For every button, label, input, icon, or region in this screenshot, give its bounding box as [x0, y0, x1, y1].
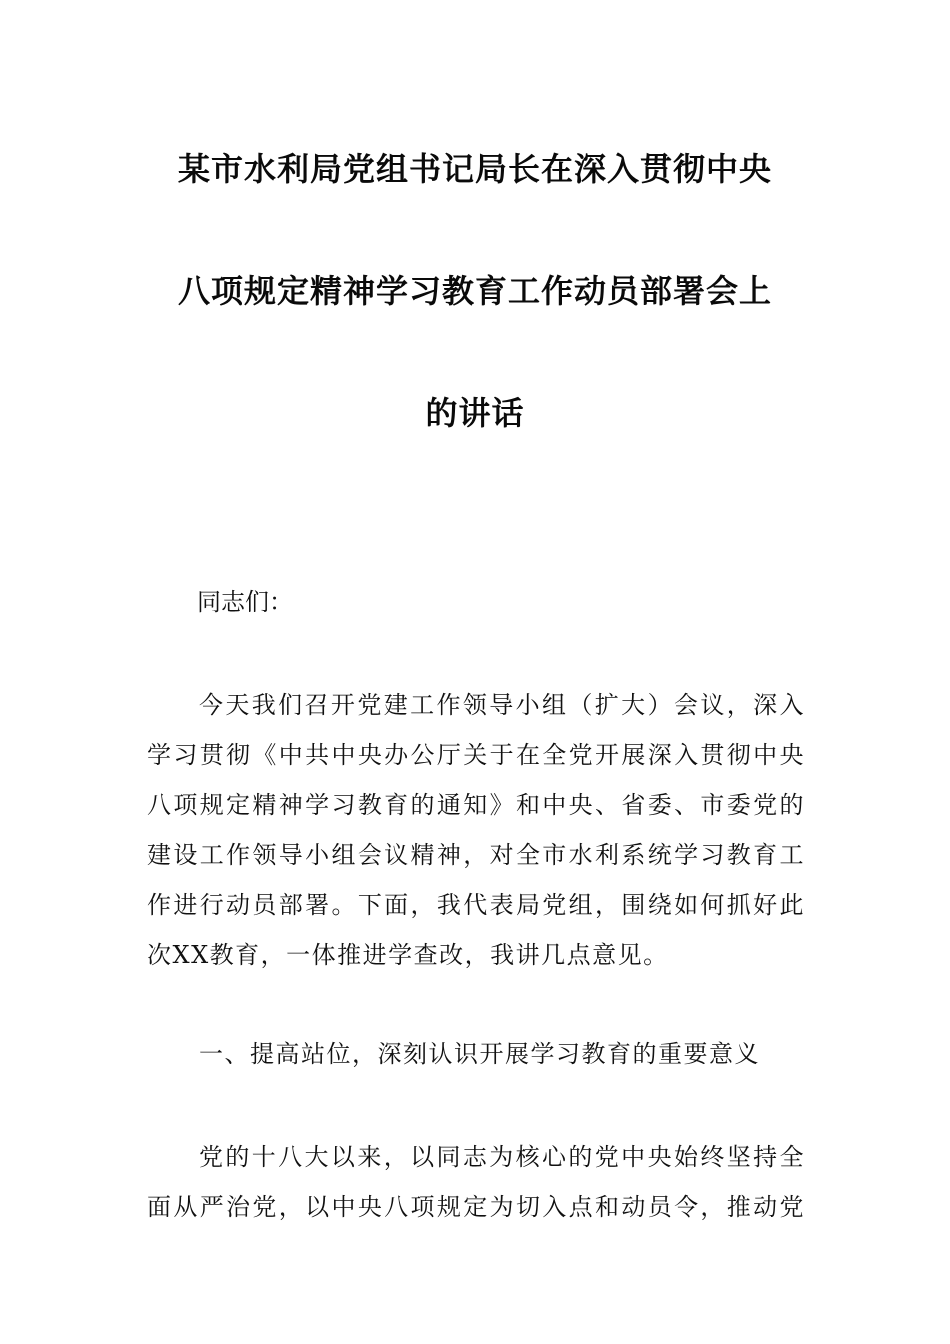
paragraph-1-line: 建设工作领导小组会议精神，对全市水利系统学习教育工 — [147, 841, 805, 869]
paragraph-1 — [147, 680, 805, 980]
paragraph-2-line: 党的十八大以来，以同志为核心的党中央始终坚持全 — [199, 1143, 805, 1171]
paragraph-1-line: 作进行动员部署。下面，我代表局党组，围绕如何抓好此 — [147, 891, 805, 919]
title-line-2: 八项规定精神学习教育工作动员部署会上 — [177, 272, 772, 310]
section-heading: 一、提高站位，深刻认识开展学习教育的重要意义 — [199, 1040, 760, 1068]
paragraph-1-line: 学习贯彻《中共中央办公厅关于在全党开展深入贯彻中央 — [147, 741, 805, 769]
document-body — [147, 580, 805, 1232]
title-line-1: 某市水利局党组书记局长在深入贯彻中央 — [177, 150, 772, 188]
title-line-3: 的讲话 — [425, 394, 525, 432]
paragraph-2-line: 面从严治党，以中央八项规定为切入点和动员令，推动党 — [147, 1193, 805, 1221]
paragraph-1-line: 次XX教育，一体推进学查改，我讲几点意见。 — [147, 941, 669, 969]
greeting: 同志们： — [197, 588, 293, 616]
paragraph-2 — [147, 1132, 805, 1232]
paragraph-1-line: 八项规定精神学习教育的通知》和中央、省委、市委党的 — [147, 791, 805, 819]
paragraph-1-line: 今天我们召开党建工作领导小组（扩大）会议，深入 — [199, 691, 805, 719]
document-title — [140, 150, 810, 432]
